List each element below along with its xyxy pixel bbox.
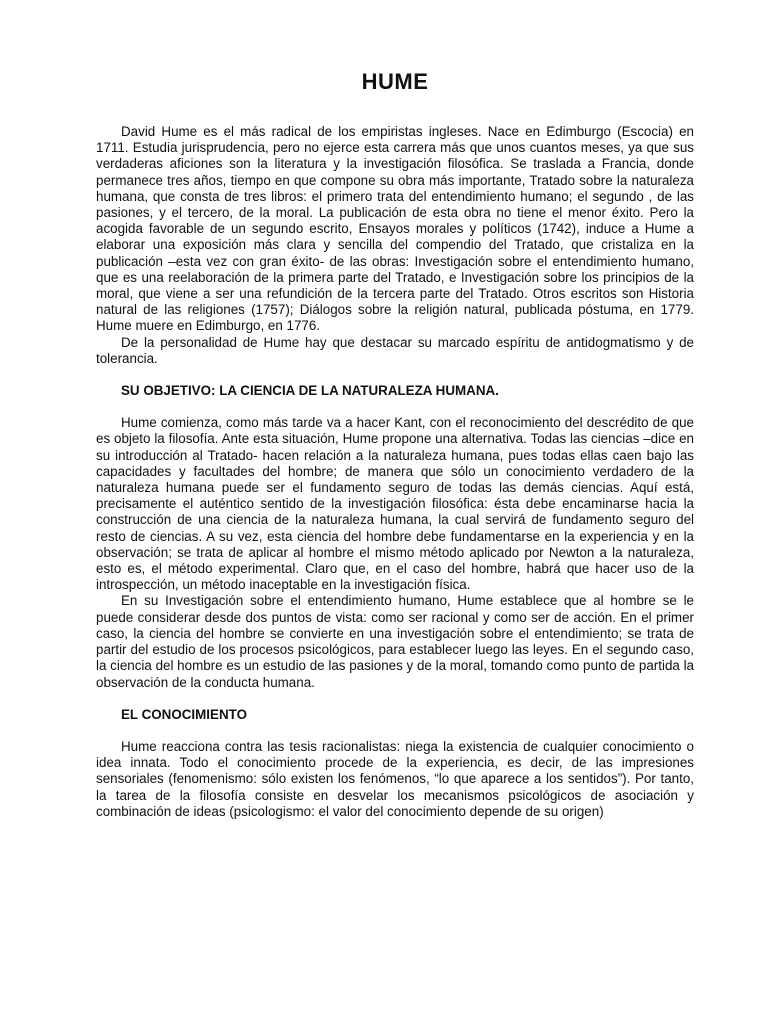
document-page xyxy=(96,0,694,820)
document-title: HUME xyxy=(361,69,429,94)
section-objective xyxy=(96,383,694,691)
spacer xyxy=(96,367,694,383)
section-knowledge xyxy=(96,707,694,820)
section-heading-objective: SU OBJETIVO: LA CIENCIA DE LA NATURALEZA HUMANA. xyxy=(121,383,499,399)
paragraph-knowledge-1: Hume reacciona contra las tesis racionalistas: niega la existencia de cualquier conocimiento o idea innata. Todo el conocimiento procede de la experiencia, es decir, de las impresiones sensoriales (fenomenismo: sólo existen los fenómenos, “lo que aparece a los sentidos”). Por tanto, la tarea de la filosofía consiste en desvelar los mecanismos psicológicos de asociación y combinación de ideas (psicologismo: el valor del conocimiento depende de su origen) xyxy=(96,738,694,819)
spacer xyxy=(96,399,694,415)
spacer xyxy=(96,723,694,739)
spacer xyxy=(96,691,694,707)
section-heading-knowledge: EL CONOCIMIENTO xyxy=(121,706,247,722)
section-biography xyxy=(96,124,694,367)
paragraph-personality: De la personalidad de Hume hay que destacar su marcado espíritu de antidogmatismo y de tolerancia. xyxy=(96,334,694,366)
spacer xyxy=(96,96,694,124)
paragraph-objective-1: Hume comienza, como más tarde va a hacer Kant, con el reconocimiento del descrédito de que es objeto la filosofía. Ante esta situación, Hume propone una alternativa. Todas las ciencias –dice en su introducción al Tratado- hacen relación a la naturaleza humana, pues todas ellas caen bajo las capacidades y facultades del hombre; de manera que sólo un conocimiento verdadero de la naturaleza humana puede ser el fundamento seguro de todas las demás ciencias. Aquí está, precisamente el auténtico sentido de la investigación filosófica: ésta debe encaminarse hacia la construcción de una ciencia de la naturaleza humana, la cual servirá de fundamento seguro del resto de ciencias. A su vez, esta ciencia del hombre debe fundamentarse en la experiencia y en la observación; se trata de aplicar al hombre el mismo método aplicado por Newton a la naturaleza, esto es, el método experimental. Claro que, en el caso del hombre, habrá que hacer uso de la introspección, un método inaceptable en la investigación física. xyxy=(96,415,694,593)
paragraph-objective-2: En su Investigación sobre el entendimiento humano, Hume establece que al hombre se le puede considerar desde dos puntos de vista: como ser racional y como ser de acción. En el primer caso, la ciencia del hombre se convierte en una investigación sobre el entendimiento; se trata de partir del estudio de los procesos psicológicos, para establecer luego las leyes. En el segundo caso, la ciencia del hombre es un estudio de las pasiones y de la moral, tomando como punto de partida la observación de la conducta humana. xyxy=(96,593,694,690)
paragraph-biography: David Hume es el más radical de los empiristas ingleses. Nace en Edimburgo (Escocia) en 1711. Estudia jurisprudencia, pero no ejerce esta carrera más que unos cuantos meses, ya que sus verdaderas aficiones son la literatura y la investigación filosófica. Se traslada a Francia, donde permanece tres años, tiempo en que compone su obra más importante, Tratado sobre la naturaleza humana, que consta de tres libros: el primero trata del entendimiento humano; el segundo , de las pasiones, y el tercero, de la moral. La publicación de esta obra no tiene el menor éxito. Pero la acogida favorable de un segundo escrito, Ensayos morales y políticos (1742), induce a Hume a elaborar una exposición más clara y sencilla del compendio del Tratado, que cristaliza en la publicación –esta vez con gran éxito- de las obras: Investigación sobre el entendimiento humano, que es una reelaboración de la primera parte del Tratado, e Investigación sobre los principios de la moral, que viene a ser una refundición de la tercera parte del Tratado. Otros escritos son Historia natural de las religiones (1757); Diálogos sobre la religión natural, publicada póstuma, en 1779. Hume muere en Edimburgo, en 1776. xyxy=(96,124,694,334)
